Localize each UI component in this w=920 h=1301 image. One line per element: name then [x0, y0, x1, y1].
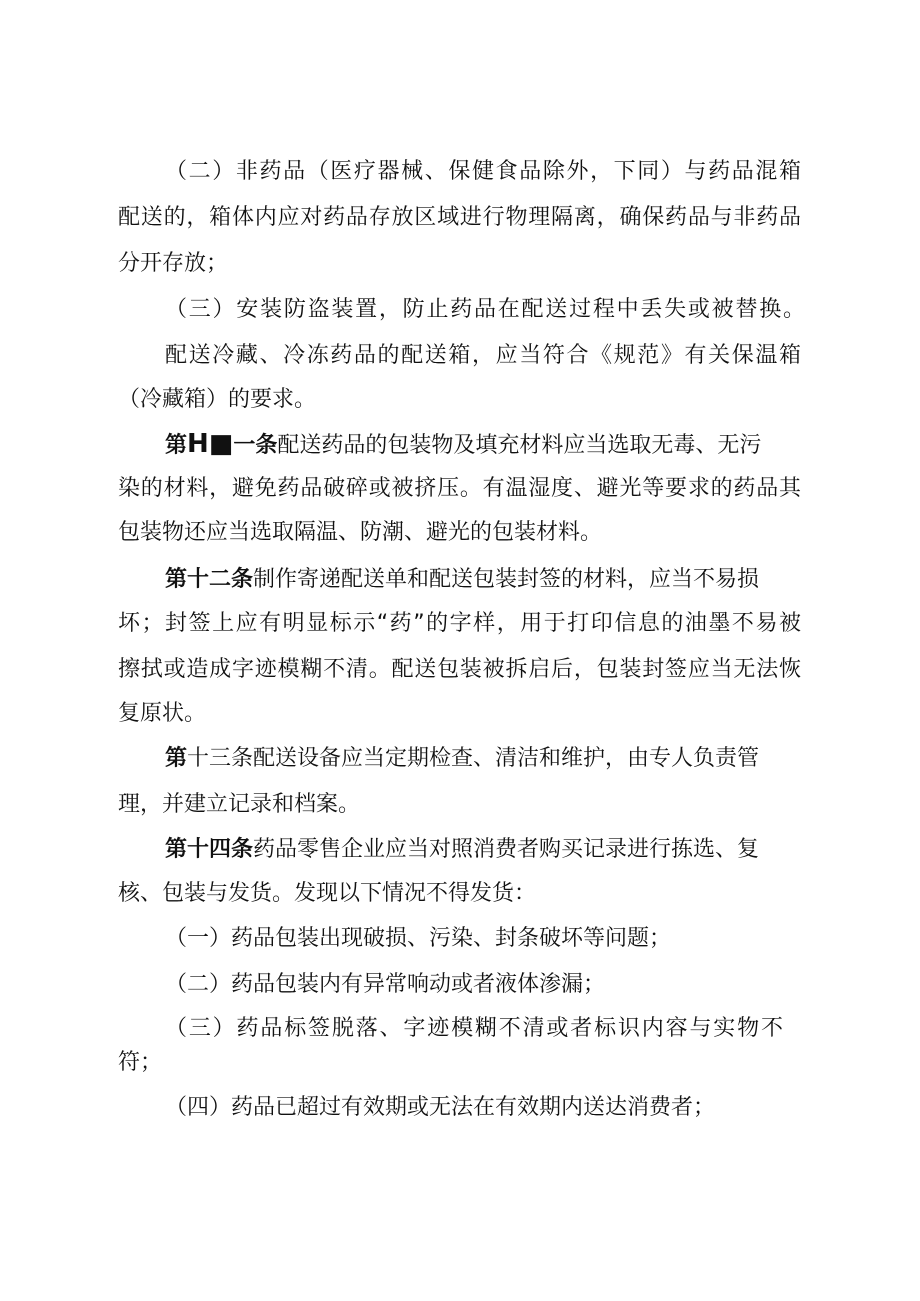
p5-line-1-text: 制作寄递配送单和配送包装封签的材料，应当不易损 [253, 567, 760, 592]
list-item-1: （一）药品包装出现破损、污染、封条破坏等问题； [165, 926, 672, 951]
p6-line-2: 理，并建立记录和档案。 [118, 792, 361, 817]
p4-line-1-text: 配送药品的包装物及填充材料应当选取无毒、无污 [277, 433, 762, 458]
p1-line-3: 分开存放； [118, 251, 229, 276]
list-item-3-line-2: 符； [118, 1050, 163, 1075]
p5-line-4: 复原状。 [118, 701, 207, 726]
p7-line-1-text: 药品零售企业应当对照消费者购买记录进行拣选、复 [253, 837, 760, 862]
p4-line-3: 包装物还应当选取隔温、防潮、避光的包装材料。 [118, 520, 603, 545]
p3-line-2: （冷藏箱）的要求。 [118, 387, 317, 412]
list-item-2: （二）药品包装内有异常响动或者液体渗漏； [165, 972, 606, 997]
article-11-heading-garbled: H■ [187, 429, 234, 459]
p1-line-1: （二）非药品（医疗器械、保健食品除外，下同）与药品混箱 [165, 159, 801, 184]
article-14-heading: 第十四条 [165, 837, 254, 862]
p1-line-2: 配送的，箱体内应对药品存放区域进行物理隔离，确保药品与非药品 [118, 205, 801, 230]
p5-line-3: 擦拭或造成字迹模糊不清。配送包装被拆启后，包装封签应当无法恢 [118, 657, 801, 682]
list-item-4: （四）药品已超过有效期或无法在有效期内送达消费者； [165, 1095, 716, 1120]
p4-line-2: 染的材料，避免药品破碎或被挤压。有温湿度、避光等要求的药品其 [118, 476, 801, 501]
article-11-heading-suffix: 一条 [233, 433, 278, 458]
article-11-heading-prefix: 第 [165, 433, 188, 458]
p7-line-1 [165, 835, 759, 865]
p5-line-1 [165, 565, 759, 595]
p6-line-1-text: 十三条配送设备应当定期检查、清洁和维护，由专人负责管 [187, 746, 760, 771]
list-item-3-line-1: （三）药品标签脱落、字迹模糊不清或者标识内容与实物不 [165, 1016, 783, 1041]
p6-line-1 [165, 744, 759, 774]
article-12-heading: 第十二条 [165, 567, 254, 592]
p3-line-1: 配送冷藏、冷冻药品的配送箱，应当符合《规范》有关保温箱 [165, 343, 801, 368]
p4-line-1 [165, 429, 761, 461]
p7-line-2: 核、包装与发货。发现以下情况不得发货： [118, 881, 537, 906]
p5-line-2: 坏；封签上应有明显标示“药”的字样，用于打印信息的油墨不易被 [118, 611, 801, 636]
article-13-heading: 第 [165, 746, 188, 771]
p2-line-1: （三）安装防盗装置，防止药品在配送过程中丢失或被替换。 [165, 297, 805, 322]
